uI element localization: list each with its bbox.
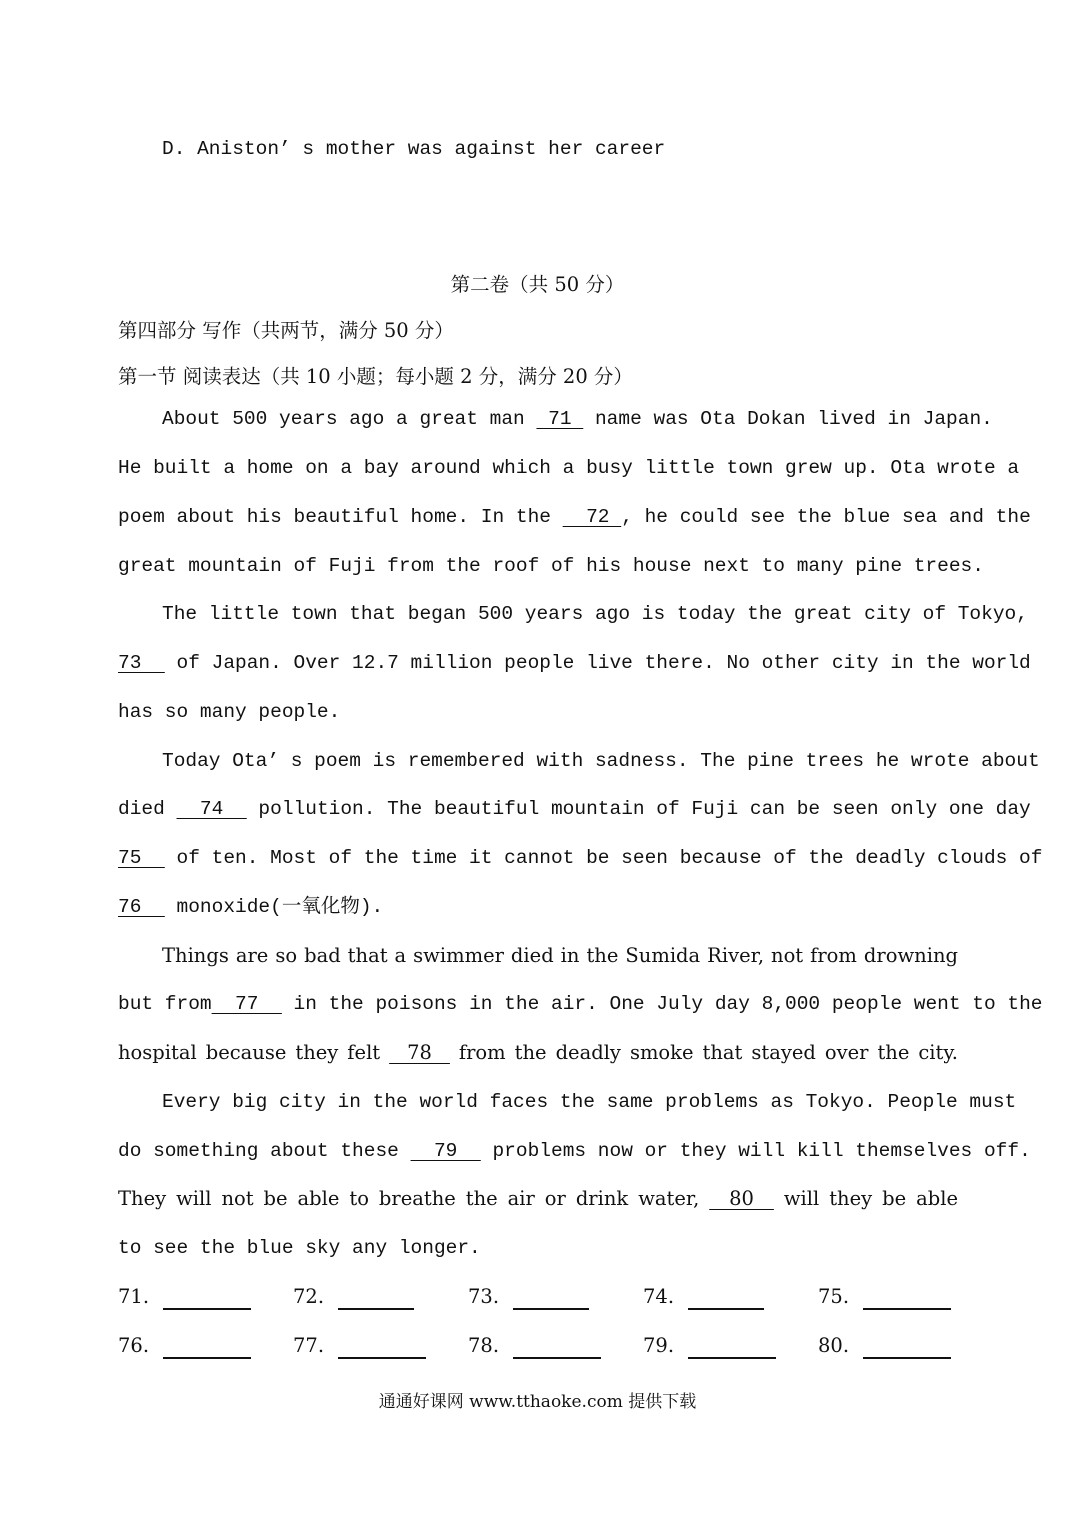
previous-option-d: D. Aniston’ s mother was against her career [162,138,666,160]
p4-line-2: but from 77 in the poisons in the air. One July day 8,000 people went to the [118,993,1043,1015]
answer-slot-74[interactable]: 74. [643,1284,764,1310]
blank-76: 76 [118,896,165,918]
answer-slot-76[interactable]: 76. [118,1333,251,1359]
blank-75: 75 [118,847,165,869]
p5-line-3: They will not be able to breathe the air or drink water, 80 will they be able [118,1187,958,1210]
answer-row-1 [118,1284,958,1314]
p3-line-1: Today Ota’ s poem is remembered with sadness. The pine trees he wrote about [162,750,1040,772]
answer-slot-72[interactable]: 72. [293,1284,414,1310]
answer-slot-78[interactable]: 78. [468,1333,601,1359]
p5-line-1: Every big city in the world faces the same problems as Tokyo. People must [162,1091,1017,1113]
p4-line-3: hospital because they felt 78 from the deadly smoke that stayed over the city. [118,1041,959,1064]
answer-row-2 [118,1333,958,1363]
p5-line-4: to see the blue sky any longer. [118,1237,481,1259]
answer-slot-71[interactable]: 71. [118,1284,251,1310]
blank-80: 80 [709,1187,774,1210]
blank-71: 71 [536,408,584,430]
p2-line-2: 73 of Japan. Over 12.7 million people live there. No other city in the world [118,652,1031,674]
answer-slot-80[interactable]: 80. [818,1333,951,1359]
p3-line-3: 75 of ten. Most of the time it cannot be seen because of the deadly clouds of [118,847,1043,869]
blank-74: 74 [176,798,247,820]
answer-slot-75[interactable]: 75. [818,1284,951,1310]
page-footer: 通通好课网 www.tthaoke.com 提供下载 [378,1392,697,1412]
p2-line-1: The little town that began 500 years ago is today the great city of Tokyo, [162,603,1028,625]
p1-line-4: great mountain of Fuji from the roof of his house next to many pine trees. [118,555,984,577]
answer-slot-77[interactable]: 77. [293,1333,426,1359]
answer-slot-79[interactable]: 79. [643,1333,776,1359]
volume-title: 第二卷（共 50 分） [450,273,625,296]
p1-line-3: poem about his beautiful home. In the 72 , he could see the blue sea and the [118,506,1031,528]
p5-line-2: do something about these 79 problems now or they will kill themselves off. [118,1140,1031,1162]
part-title: 第四部分 写作（共两节，满分 50 分） [118,319,454,342]
blank-72: 72 [562,506,622,528]
p3-line-2: died 74 pollution. The beautiful mountain of Fuji can be seen only one day [118,798,1031,820]
blank-79: 79 [410,1140,481,1162]
blank-78: 78 [389,1041,450,1064]
section-title: 第一节 阅读表达（共 10 小题；每小题 2 分，满分 20 分） [118,365,633,388]
p1-line-1: About 500 years ago a great man 71 name was Ota Dokan lived in Japan. [162,408,993,430]
blank-73: 73 [118,652,165,674]
p4-line-1: Things are so bad that a swimmer died in the Sumida River, not from drowning [162,944,958,967]
answer-slot-73[interactable]: 73. [468,1284,589,1310]
p1-line-2: He built a home on a bay around which a busy little town grew up. Ota wrote a [118,457,1020,479]
p3-line-4: 76 monoxide(一氧化物). [118,896,384,918]
blank-77: 77 [211,993,282,1015]
p2-line-3: has so many people. [118,701,341,723]
